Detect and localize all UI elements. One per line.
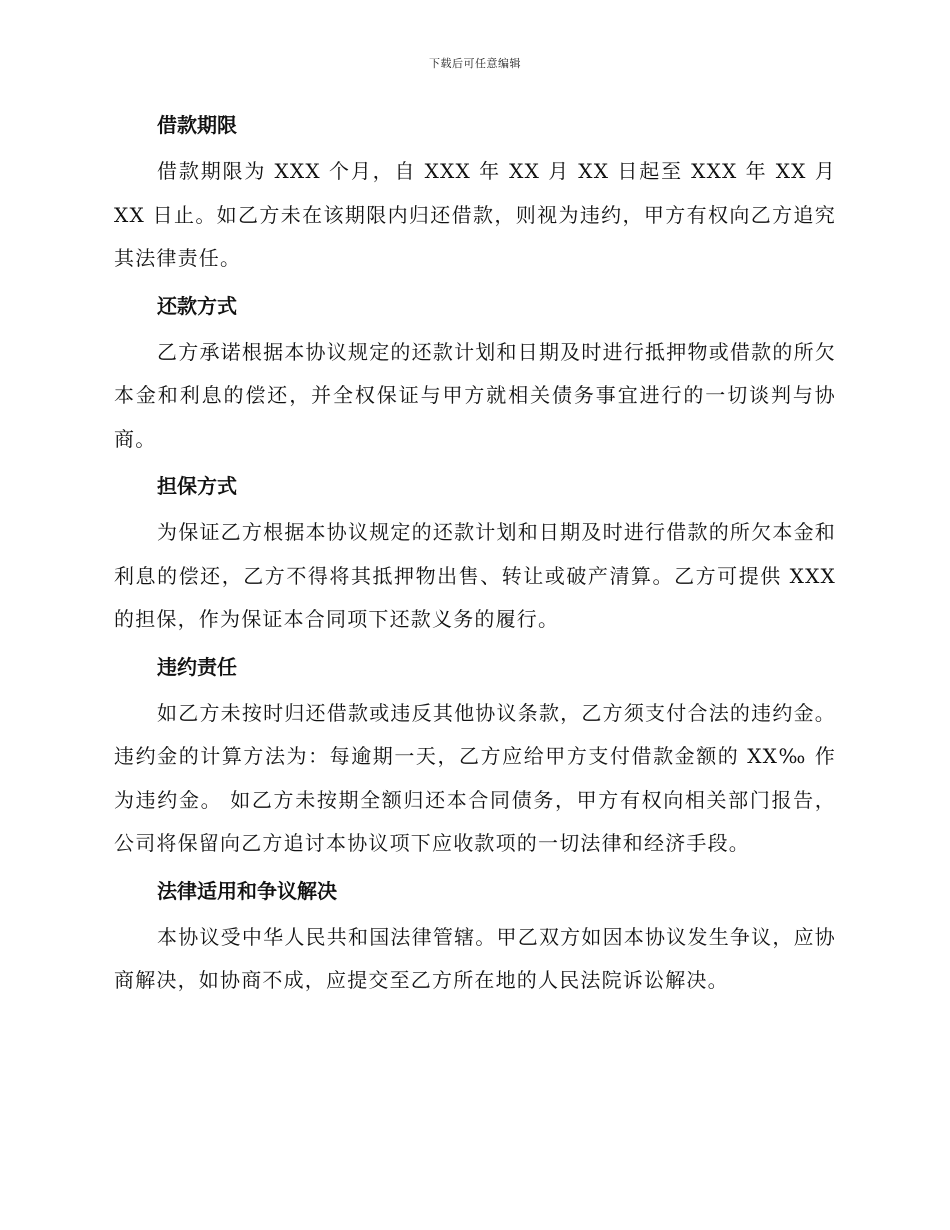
section-loan-term bbox=[114, 110, 836, 281]
section-governing-law bbox=[114, 876, 836, 1003]
section-heading: 违约责任 bbox=[157, 654, 237, 679]
section-breach-liability bbox=[114, 652, 836, 866]
section-heading: 法律适用和争议解决 bbox=[157, 878, 337, 903]
section-paragraph: 乙方承诺根据本协议规定的还款计划和日期及时进行抵押物或借款的所欠本金和利息的偿还，并全权保证与甲方就相关债务事宜进行的一切谈判与协商。 bbox=[114, 339, 836, 451]
page-header-note: 下载后可任意编辑 bbox=[429, 57, 521, 70]
section-heading: 借款期限 bbox=[157, 113, 237, 137]
section-paragraph: 本协议受中华人民共和国法律管辖。甲乙双方如因本协议发生争议，应协商解决，如协商不成，应提交至乙方所在地的人民法院诉讼解决。 bbox=[114, 924, 836, 992]
section-paragraph: 如乙方未按时归还借款或违反其他协议条款，乙方须支付合法的违约金。违约金的计算方法为：每逾期一天，乙方应给甲方支付借款金额的 XX‰ 作为违约金。 如乙方未按期全额归还本合同债务，甲方有权向相关部门报告，公司将保留向乙方追讨本协议项下应收款项的一切法律和经济手段。 bbox=[114, 700, 836, 855]
section-heading: 还款方式 bbox=[157, 293, 237, 318]
section-paragraph: 为保证乙方根据本协议规定的还款计划和日期及时进行借款的所欠本金和利息的偿还，乙方不得将其抵押物出售、转让或破产清算。乙方可提供 XXX 的担保，作为保证本合同项下还款义务的履行。 bbox=[114, 520, 836, 631]
section-heading: 担保方式 bbox=[157, 474, 237, 498]
document-body bbox=[114, 110, 836, 1013]
section-paragraph: 借款期限为 XXX 个月，自 XXX 年 XX 月 XX 日起至 XXX 年 XX 月 XX 日止。如乙方未在该期限内归还借款，则视为违约，甲方有权向乙方追究其法律责任。 bbox=[114, 159, 836, 270]
section-repayment-method bbox=[114, 291, 836, 462]
section-guarantee-method bbox=[114, 471, 836, 642]
